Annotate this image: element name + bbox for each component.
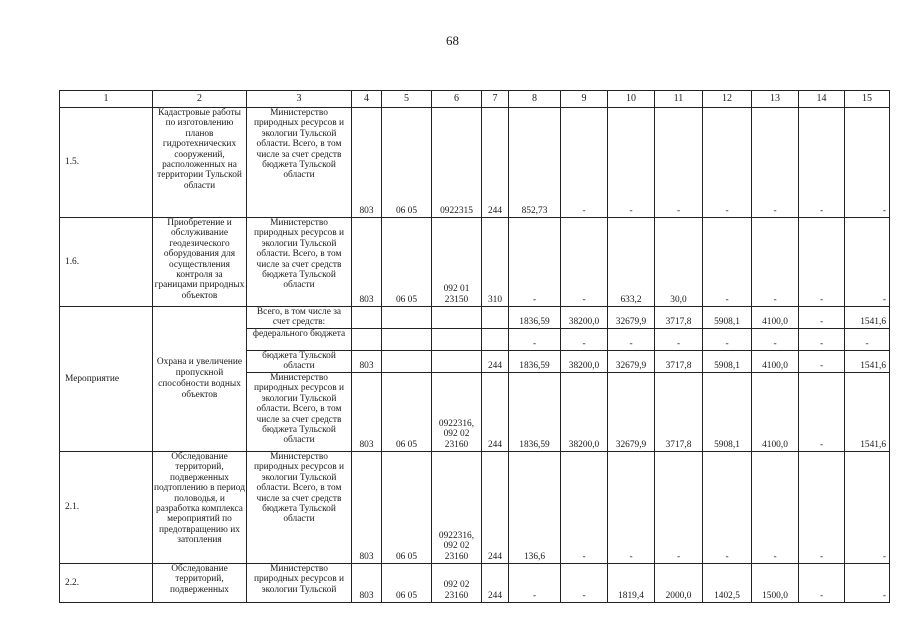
cell: -	[799, 108, 845, 218]
row-executor: Всего, в том числе за счет средств:	[247, 307, 352, 329]
row-code: 1.5.	[60, 108, 153, 218]
cell: 3717,8	[655, 373, 703, 452]
cell: -	[608, 452, 655, 564]
row-name: Кадастровые работы по изготовлению планов гидротехнических сооружений, расположенных на территории Тульской области	[153, 108, 247, 218]
cell: 1819,4	[608, 564, 655, 603]
cell: 2000,0	[655, 564, 703, 603]
column-header: 12	[703, 91, 752, 108]
cell: -	[509, 564, 561, 603]
cell: 633,2	[608, 218, 655, 307]
column-header: 3	[247, 91, 352, 108]
cell: -	[752, 452, 799, 564]
cell: 5908,1	[703, 373, 752, 452]
row-code: 2.2.	[60, 564, 153, 603]
column-header: 5	[382, 91, 432, 108]
cell: 852,73	[509, 108, 561, 218]
cell: -	[561, 564, 608, 603]
column-header: 7	[482, 91, 509, 108]
cell: 803	[352, 564, 382, 603]
cell: -	[799, 373, 845, 452]
row-name: Приобретение и обслуживание геодезического оборудования для осуществления контроля за границами природных объектов	[153, 218, 247, 307]
cell: -	[561, 452, 608, 564]
cell: 1541,6	[845, 351, 890, 373]
row-executor: Министерство природных ресурсов и экологии Тульской	[247, 564, 352, 603]
cell: 1402,5	[703, 564, 752, 603]
row-executor: бюджета Тульской области	[247, 351, 352, 373]
row-executor: Министерство природных ресурсов и экологии Тульской области. Всего, в том числе за счет средств бюджета Тульской области	[247, 108, 352, 218]
cell: -	[655, 108, 703, 218]
row-name: Обследование территорий, подверженных подтоплению в период половодья, и разработка комплекса мероприятий по предотвращению их затопления	[153, 452, 247, 564]
cell: 38200,0	[561, 307, 608, 329]
column-header: 9	[561, 91, 608, 108]
cell: 06 05	[382, 108, 432, 218]
cell: -	[752, 218, 799, 307]
cell: 1836,59	[509, 307, 561, 329]
cell	[382, 329, 432, 351]
cell: 3717,8	[655, 351, 703, 373]
cell: 092 02 23160	[432, 564, 482, 603]
cell: 1836,59	[509, 373, 561, 452]
cell: 803	[352, 452, 382, 564]
column-header: 11	[655, 91, 703, 108]
row-executor: Министерство природных ресурсов и экологии Тульской области. Всего, в том числе за счет средств бюджета Тульской области	[247, 373, 352, 452]
row-executor: Министерство природных ресурсов и экологии Тульской области. Всего, в том числе за счет средств бюджета Тульской области	[247, 218, 352, 307]
cell	[432, 351, 482, 373]
cell: 136,6	[509, 452, 561, 564]
cell	[482, 307, 509, 329]
cell: -	[561, 108, 608, 218]
column-header: 10	[608, 91, 655, 108]
cell: 3717,8	[655, 307, 703, 329]
cell: 38200,0	[561, 373, 608, 452]
cell: 5908,1	[703, 307, 752, 329]
row-name: Обследование территорий, подверженных	[153, 564, 247, 603]
cell: 06 05	[382, 564, 432, 603]
cell: -	[608, 329, 655, 351]
cell: -	[845, 329, 890, 351]
table-row	[60, 108, 890, 218]
cell: -	[799, 351, 845, 373]
row-code: 1.6.	[60, 218, 153, 307]
column-header: 13	[752, 91, 799, 108]
column-header: 15	[845, 91, 890, 108]
cell: 06 05	[382, 373, 432, 452]
cell: -	[509, 218, 561, 307]
cell: 38200,0	[561, 351, 608, 373]
column-header: 1	[60, 91, 153, 108]
cell: 32679,9	[608, 373, 655, 452]
column-header: 8	[509, 91, 561, 108]
cell: -	[608, 108, 655, 218]
cell: -	[561, 218, 608, 307]
cell: 0922315	[432, 108, 482, 218]
table-header-row	[60, 91, 890, 108]
cell: -	[655, 329, 703, 351]
cell: 1541,6	[845, 373, 890, 452]
cell: 244	[482, 351, 509, 373]
table-row	[60, 307, 890, 329]
cell: -	[561, 329, 608, 351]
column-header: 6	[432, 91, 482, 108]
cell	[382, 351, 432, 373]
cell	[482, 329, 509, 351]
cell: -	[799, 452, 845, 564]
table-row	[60, 218, 890, 307]
cell: 4100,0	[752, 307, 799, 329]
cell: 30,0	[655, 218, 703, 307]
cell	[352, 329, 382, 351]
cell: -	[509, 329, 561, 351]
cell: -	[703, 108, 752, 218]
column-header: 2	[153, 91, 247, 108]
cell: 803	[352, 218, 382, 307]
cell	[352, 307, 382, 329]
cell: -	[752, 329, 799, 351]
cell: -	[703, 218, 752, 307]
cell: 4100,0	[752, 373, 799, 452]
cell: 4100,0	[752, 351, 799, 373]
row-executor: федерального бюджета	[247, 329, 352, 351]
cell: 06 05	[382, 452, 432, 564]
cell: -	[845, 108, 890, 218]
cell: 803	[352, 373, 382, 452]
row-code: Мероприятие	[60, 307, 153, 452]
cell: 244	[482, 373, 509, 452]
cell: -	[703, 329, 752, 351]
cell: 244	[482, 452, 509, 564]
cell: -	[752, 108, 799, 218]
row-code: 2.1.	[60, 452, 153, 564]
cell	[432, 329, 482, 351]
page-number: 68	[446, 33, 459, 48]
cell: 5908,1	[703, 351, 752, 373]
cell: 1500,0	[752, 564, 799, 603]
cell: 092 01 23150	[432, 218, 482, 307]
cell: 32679,9	[608, 307, 655, 329]
column-header: 14	[799, 91, 845, 108]
cell: 06 05	[382, 218, 432, 307]
column-header: 4	[352, 91, 382, 108]
cell: -	[799, 218, 845, 307]
cell: 803	[352, 108, 382, 218]
cell: -	[845, 218, 890, 307]
cell: -	[703, 452, 752, 564]
cell: 244	[482, 564, 509, 603]
cell: -	[799, 329, 845, 351]
cell: 0922316, 092 02 23160	[432, 452, 482, 564]
cell: 244	[482, 108, 509, 218]
cell: 803	[352, 351, 382, 373]
cell: -	[845, 564, 890, 603]
table-row	[60, 452, 890, 564]
cell	[432, 307, 482, 329]
cell: 1836,59	[509, 351, 561, 373]
cell: 310	[482, 218, 509, 307]
row-name: Охрана и увеличение пропускной способности водных объектов	[153, 307, 247, 452]
table-row	[60, 564, 890, 603]
cell	[382, 307, 432, 329]
row-executor: Министерство природных ресурсов и экологии Тульской области. Всего, в том числе за счет средств бюджета Тульской области	[247, 452, 352, 564]
cell: 32679,9	[608, 351, 655, 373]
cell: 1541,6	[845, 307, 890, 329]
budget-table	[59, 90, 890, 603]
cell: -	[655, 452, 703, 564]
cell: -	[799, 564, 845, 603]
cell: -	[845, 452, 890, 564]
cell: 0922316, 092 02 23160	[432, 373, 482, 452]
cell: -	[799, 307, 845, 329]
